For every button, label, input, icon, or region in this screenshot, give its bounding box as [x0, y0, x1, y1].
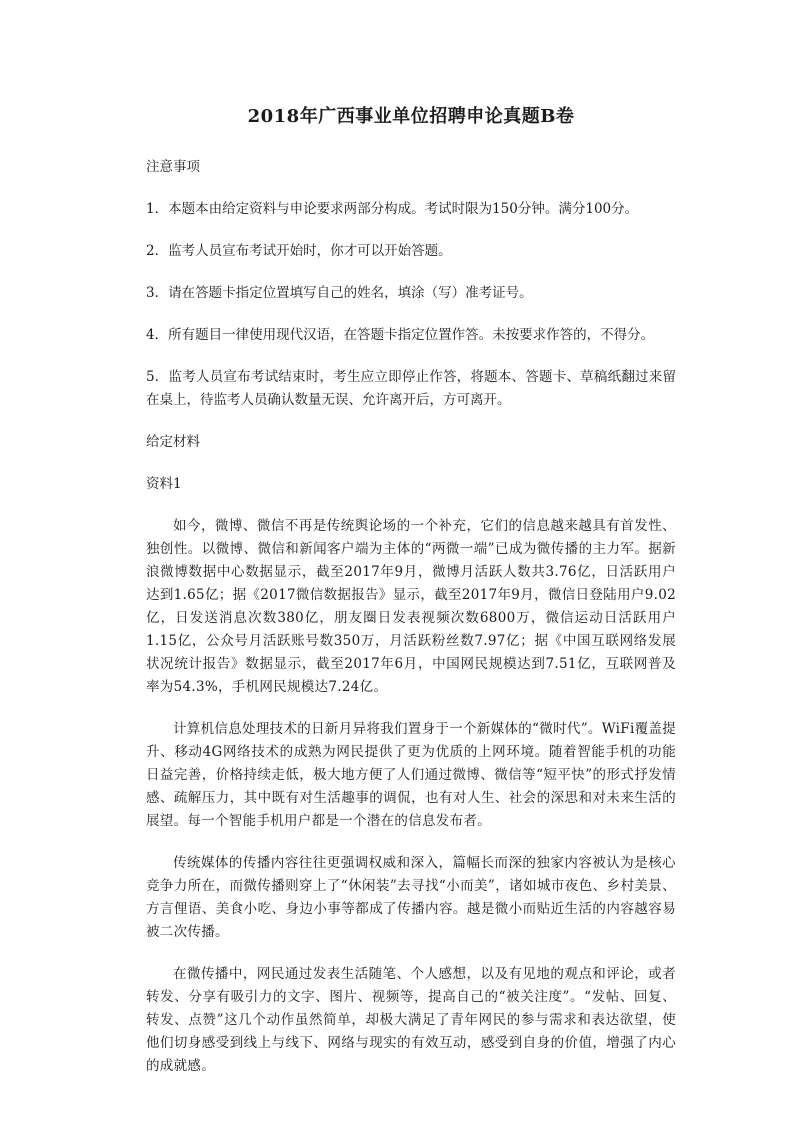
material-1-paragraph-4: 在微传播中，网民通过发表生活随笔、个人感想，以及有见地的观点和评论，或者转发、分享有吸引力的文字、图片、视频等，提高自己的“被关注度”。“发帖、回复、转发、点赞”这几个动作虽然简单，却极大满足了青年网民的参与需求和表达欲望，使他们切身感受到线上与线下、网络与现实的有效互动，感受到自身的价值，增强了内心的成就感。 — [146, 966, 676, 1074]
notice-item-1: 1．本题本由给定资料与申论要求两部分构成。考试时限为150分钟。满分100分。 — [146, 201, 639, 217]
document-page — [146, 104, 676, 1097]
notice-item-4: 4．所有题目一律使用现代汉语，在答题卡指定位置作答。未按要求作答的，不得分。 — [146, 327, 655, 343]
notice-heading: 注意事项 — [146, 159, 200, 175]
material-1-paragraph-1: 如今，微博、微信不再是传统舆论场的一个补充，它们的信息越来越具有首发性、独创性。以微博、微信和新闻客户端为主体的“两微一端”已成为微传播的主力军。据新浪微博数据中心数据显示，截至2017年9月，微博月活跃人数共3.76亿，日活跃用户达到1.65亿；据《2017微信数据报告》显示，截至2017年9月，微信日登陆用户9.02亿，日发送消息次数380亿，朋友圈日发表视频次数6800万，微信运动日活跃用户1.15亿，公众号月活跃账号数350万，月活跃粉丝数7.97亿；据《中国互联网络发展状况统计报告》数据显示，截至2017年6月，中国网民规模达到7.51亿，互联网普及率为54.3%，手机网民规模达7.24亿。 — [146, 518, 676, 695]
material-1-heading: 资料1 — [146, 476, 182, 492]
document-title: 2018年广西事业单位招聘申论真题B卷 — [247, 106, 575, 127]
material-1-paragraph-2: 计算机信息处理技术的日新月异将我们置身于一个新媒体的“微时代”。WiFi覆盖提升、移动4G网络技术的成熟为网民提供了更为优质的上网环境。随着智能手机的功能日益完善，价格持续走低，极大地方便了人们通过微博、微信等“短平快”的形式抒发情感、疏解压力，其中既有对生活趣事的调侃，也有对人生、社会的深思和对未来生活的展望。每一个智能手机用户都是一个潜在的信息发布者。 — [146, 721, 676, 829]
material-1-paragraph-3: 传统媒体的传播内容往往更强调权威和深入，篇幅长而深的独家内容被认为是核心竞争力所在，而微传播则穿上了“休闲装”去寻找“小而美”，诸如城市夜色、乡村美景、方言俚语、美食小吃、身边小事等都成了传播内容。越是微小而贴近生活的内容越容易被二次传播。 — [146, 855, 676, 940]
notice-item-3: 3．请在答题卡指定位置填写自己的姓名，填涂（写）准考证号。 — [146, 285, 533, 301]
notice-item-5: 5．监考人员宣布考试结束时，考生应立即停止作答，将题本、答题卡、草稿纸翻过来留在桌上，待监考人员确认数量无误、允许离开后，方可离开。 — [146, 369, 676, 408]
notice-item-2: 2．监考人员宣布考试开始时，你才可以开始答题。 — [146, 243, 452, 259]
materials-heading: 给定材料 — [146, 434, 200, 450]
